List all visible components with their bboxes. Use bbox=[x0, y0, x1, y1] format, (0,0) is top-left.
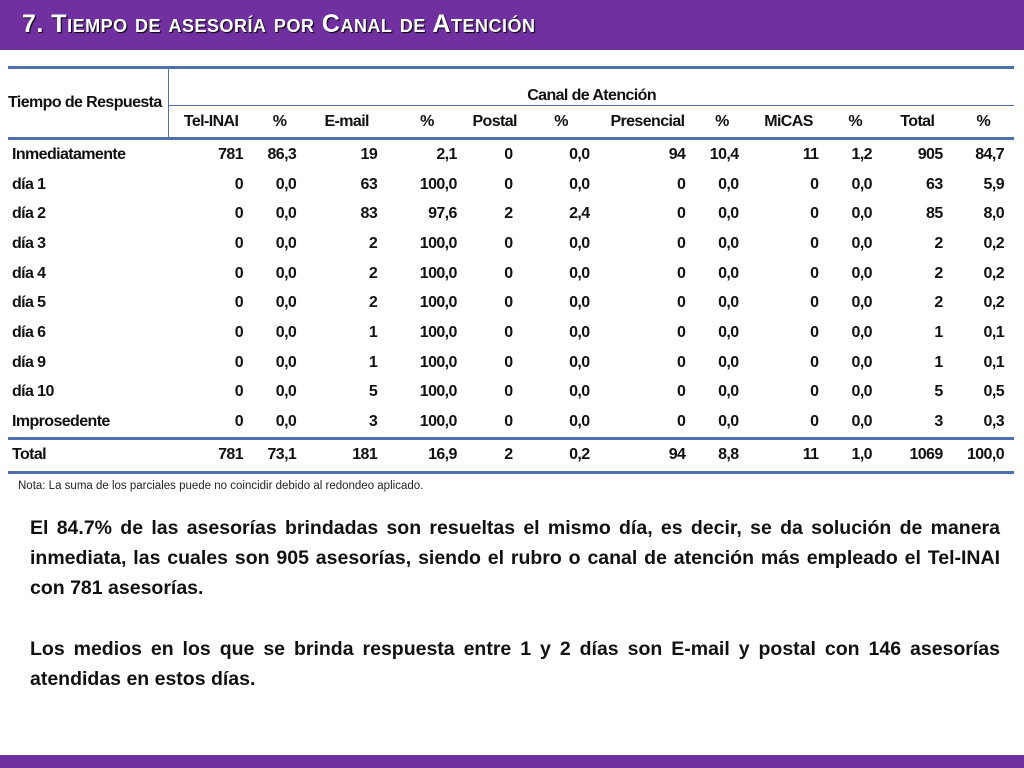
total-cell: 181 bbox=[306, 438, 387, 472]
table-cell: 0 bbox=[234, 383, 244, 401]
summary-paragraph-2: Los medios en los que se brinda respuesta entre 1 y 2 días son E-mail y postal con 146 asesorías atendidas en estos días. bbox=[30, 638, 1000, 690]
table-total-row bbox=[8, 438, 1014, 472]
table-cell: 0,0 bbox=[569, 353, 590, 371]
table-cell: 0 bbox=[810, 264, 819, 282]
table-row bbox=[8, 259, 1014, 289]
row-label: día 10 bbox=[12, 383, 54, 401]
table-cell: 0,0 bbox=[718, 234, 739, 252]
table-cell: 0,1 bbox=[983, 353, 1004, 371]
table-cell: 0,0 bbox=[851, 323, 872, 341]
col-header-postal-pct: % bbox=[523, 106, 600, 139]
table-cell: 0 bbox=[504, 383, 513, 401]
table-cell: 0,0 bbox=[718, 175, 739, 193]
table-cell: 0,0 bbox=[718, 353, 739, 371]
row-label: día 9 bbox=[12, 353, 46, 371]
table-cell: 0 bbox=[677, 264, 686, 282]
total-cell: 0,2 bbox=[523, 438, 600, 472]
row-label: día 3 bbox=[12, 234, 46, 252]
table-cell: 0 bbox=[677, 383, 686, 401]
table-cell: 0 bbox=[677, 353, 686, 371]
table-cell: 0 bbox=[810, 294, 819, 312]
total-cell: 1069 bbox=[882, 438, 953, 472]
table-cell: 63 bbox=[926, 175, 943, 193]
row-header: Tiempo de Respuesta bbox=[8, 68, 169, 139]
table-cell: 0,0 bbox=[275, 323, 297, 341]
table-cell: 0,0 bbox=[851, 264, 872, 282]
table-cell: 0,0 bbox=[569, 175, 590, 193]
table-cell: 0 bbox=[677, 294, 686, 312]
table-cell: 0 bbox=[234, 294, 244, 312]
table-cell: 0 bbox=[810, 234, 819, 252]
table-cell: 2 bbox=[368, 234, 378, 252]
table-cell: 2,4 bbox=[569, 205, 590, 223]
table-cell: 0 bbox=[810, 175, 819, 193]
col-header-tel-inai: Tel-INAI bbox=[169, 106, 253, 139]
table-cell: 0 bbox=[677, 175, 686, 193]
table-cell: 83 bbox=[360, 205, 378, 223]
table-cell: 0 bbox=[810, 353, 819, 371]
row-label: día 5 bbox=[12, 294, 46, 312]
total-cell: 73,1 bbox=[253, 438, 306, 472]
table-cell: 100,0 bbox=[419, 234, 457, 252]
table-cell: 0,2 bbox=[983, 264, 1004, 282]
table-cell: 0 bbox=[810, 323, 819, 341]
table-cell: 0,0 bbox=[569, 413, 590, 431]
table-cell: 100,0 bbox=[419, 264, 457, 282]
response-time-table-wrapper bbox=[8, 66, 1014, 474]
table-cell: 0 bbox=[504, 294, 513, 312]
table-cell: 2 bbox=[368, 294, 378, 312]
table-cell: 8,0 bbox=[983, 205, 1004, 223]
rounding-note: Nota: La suma de los parciales puede no coincidir debido al redondeo aplicado. bbox=[18, 480, 424, 492]
table-cell: 2 bbox=[368, 264, 378, 282]
table-cell: 0,5 bbox=[983, 383, 1004, 401]
table-cell: 0 bbox=[677, 413, 686, 431]
table-cell: 100,0 bbox=[419, 353, 457, 371]
table-cell: 0 bbox=[810, 413, 819, 431]
table-row bbox=[8, 318, 1014, 348]
table-cell: 0 bbox=[234, 323, 244, 341]
table-cell: 3 bbox=[368, 413, 378, 431]
total-cell: 8,8 bbox=[695, 438, 748, 472]
table-cell: 0,0 bbox=[851, 175, 872, 193]
table-cell: 0,0 bbox=[569, 264, 590, 282]
table-cell: 0,0 bbox=[718, 383, 739, 401]
row-label: Improsedente bbox=[12, 413, 110, 431]
row-label: día 6 bbox=[12, 323, 46, 341]
total-cell: 94 bbox=[600, 438, 696, 472]
col-header-micas: MiCAS bbox=[749, 106, 829, 139]
table-cell: 100,0 bbox=[419, 413, 457, 431]
row-label: día 1 bbox=[12, 175, 46, 193]
table-cell: 0,0 bbox=[569, 323, 590, 341]
group-header: Canal de Atención bbox=[169, 68, 1014, 106]
table-cell: 3 bbox=[934, 413, 943, 431]
table-cell: 0,0 bbox=[275, 353, 297, 371]
col-header-email-pct: % bbox=[387, 106, 467, 139]
table-cell: 0,0 bbox=[718, 413, 739, 431]
table-cell: 0,0 bbox=[851, 353, 872, 371]
footer-bar bbox=[0, 755, 1024, 768]
table-cell: 1 bbox=[934, 323, 943, 341]
table-body bbox=[8, 139, 1014, 439]
table-cell: 100,0 bbox=[419, 175, 457, 193]
table-cell: 10,4 bbox=[709, 145, 739, 163]
table-cell: 0,2 bbox=[983, 294, 1004, 312]
total-cell: 11 bbox=[749, 438, 829, 472]
table-cell: 5,9 bbox=[983, 175, 1004, 193]
table-cell: 0,0 bbox=[851, 294, 872, 312]
table-cell: 2,1 bbox=[436, 145, 457, 163]
summary-paragraph-1: El 84.7% de las asesorías brindadas son resueltas el mismo día, es decir, se da solución de manera inmediata, las cuales son 905 asesorías, siendo el rubro o canal de atención más empleado el Tel-INAI con 781 asesorías. bbox=[30, 517, 1000, 599]
table-cell: 1,2 bbox=[851, 145, 872, 163]
table-cell: 0,0 bbox=[851, 413, 872, 431]
table-cell: 905 bbox=[917, 145, 943, 163]
col-header-presencial: Presencial bbox=[600, 106, 696, 139]
total-cell: 781 bbox=[169, 438, 253, 472]
row-label: día 2 bbox=[12, 205, 46, 223]
table-cell: 11 bbox=[802, 145, 819, 163]
table-cell: 0 bbox=[677, 234, 686, 252]
table-cell: 100,0 bbox=[419, 294, 457, 312]
table-cell: 2 bbox=[934, 234, 943, 252]
table-cell: 0 bbox=[234, 264, 244, 282]
total-cell: 100,0 bbox=[953, 438, 1014, 472]
table-row bbox=[8, 348, 1014, 378]
table-cell: 0 bbox=[504, 145, 513, 163]
table-cell: 0,0 bbox=[275, 383, 297, 401]
table-cell: 2 bbox=[504, 205, 513, 223]
table-cell: 0 bbox=[504, 353, 513, 371]
table-cell: 0,0 bbox=[275, 234, 297, 252]
table-cell: 0,0 bbox=[569, 383, 590, 401]
table-cell: 0 bbox=[234, 413, 244, 431]
table-cell: 1 bbox=[368, 353, 378, 371]
col-header-micas-pct: % bbox=[828, 106, 882, 139]
table-cell: 781 bbox=[218, 145, 244, 163]
total-cell: 2 bbox=[467, 438, 523, 472]
table-cell: 0,0 bbox=[718, 323, 739, 341]
row-label: día 4 bbox=[12, 264, 46, 282]
total-row-label: Total bbox=[8, 438, 169, 472]
table-cell: 0 bbox=[234, 234, 244, 252]
table-row bbox=[8, 199, 1014, 229]
table-cell: 0,2 bbox=[983, 234, 1004, 252]
table-row bbox=[8, 139, 1014, 170]
col-header-postal: Postal bbox=[467, 106, 523, 139]
response-time-table bbox=[8, 66, 1014, 474]
table-cell: 0 bbox=[234, 205, 244, 223]
table-cell: 0 bbox=[810, 205, 819, 223]
table-cell: 0,0 bbox=[718, 205, 739, 223]
table-cell: 0,0 bbox=[851, 234, 872, 252]
table-cell: 0 bbox=[504, 413, 513, 431]
table-cell: 84,7 bbox=[975, 145, 1004, 163]
table-cell: 0,1 bbox=[983, 323, 1004, 341]
table-cell: 97,6 bbox=[428, 205, 457, 223]
table-cell: 0,0 bbox=[275, 264, 297, 282]
table-cell: 0,0 bbox=[569, 234, 590, 252]
table-cell: 0,0 bbox=[851, 205, 872, 223]
table-cell: 0 bbox=[677, 323, 686, 341]
table-cell: 2 bbox=[934, 294, 943, 312]
table-cell: 100,0 bbox=[419, 383, 457, 401]
table-cell: 5 bbox=[934, 383, 943, 401]
table-row bbox=[8, 170, 1014, 200]
table-cell: 19 bbox=[360, 145, 378, 163]
table-cell: 1 bbox=[368, 323, 378, 341]
table-row bbox=[8, 378, 1014, 408]
table-cell: 94 bbox=[668, 145, 686, 163]
col-header-presencial-pct: % bbox=[695, 106, 748, 139]
slide-title: 7. Tiempo de asesoría por Canal de Atención bbox=[22, 10, 536, 38]
col-header-tel-inai-pct: % bbox=[253, 106, 306, 139]
table-row bbox=[8, 407, 1014, 438]
total-cell: 1,0 bbox=[828, 438, 882, 472]
table-cell: 63 bbox=[360, 175, 378, 193]
table-cell: 0,0 bbox=[569, 145, 590, 163]
table-cell: 100,0 bbox=[419, 323, 457, 341]
table-cell: 0 bbox=[677, 205, 686, 223]
table-cell: 0,0 bbox=[275, 175, 297, 193]
table-cell: 0 bbox=[234, 175, 244, 193]
table-cell: 5 bbox=[368, 383, 378, 401]
table-cell: 0 bbox=[504, 234, 513, 252]
table-cell: 0,0 bbox=[718, 264, 739, 282]
table-cell: 0,0 bbox=[275, 205, 297, 223]
table-cell: 0 bbox=[504, 264, 513, 282]
table-cell: 0,0 bbox=[718, 294, 739, 312]
table-cell: 0,3 bbox=[983, 413, 1004, 431]
col-header-email: E-mail bbox=[306, 106, 387, 139]
table-cell: 0,0 bbox=[275, 294, 297, 312]
table-cell: 0,0 bbox=[851, 383, 872, 401]
table-cell: 85 bbox=[926, 205, 943, 223]
col-header-total-pct: % bbox=[953, 106, 1014, 139]
table-cell: 0 bbox=[810, 383, 819, 401]
table-cell: 0 bbox=[504, 175, 513, 193]
col-header-total: Total bbox=[882, 106, 953, 139]
table-cell: 2 bbox=[934, 264, 943, 282]
table-cell: 86,3 bbox=[267, 145, 297, 163]
table-cell: 0,0 bbox=[275, 413, 297, 431]
title-bar bbox=[0, 0, 1024, 50]
table-cell: 1 bbox=[934, 353, 943, 371]
table-cell: 0,0 bbox=[569, 294, 590, 312]
table-cell: 0 bbox=[234, 353, 244, 371]
table-row bbox=[8, 288, 1014, 318]
table-row bbox=[8, 229, 1014, 259]
row-label: Inmediatamente bbox=[12, 145, 126, 163]
total-cell: 16,9 bbox=[387, 438, 467, 472]
table-cell: 0 bbox=[504, 323, 513, 341]
